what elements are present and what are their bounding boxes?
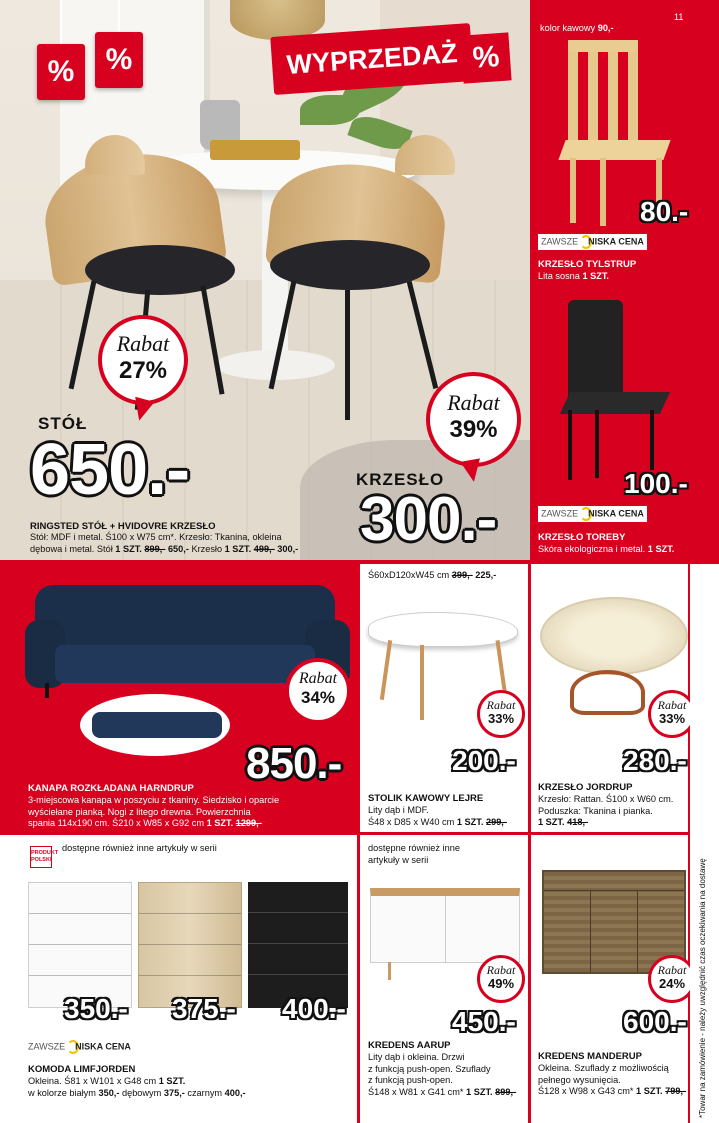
hero-desc-line — [30, 544, 320, 556]
new-price: 650,- — [167, 543, 189, 554]
sofa-seat-image — [55, 645, 315, 683]
drawer-line — [248, 943, 348, 944]
hero-desc-line: Stół: MDF i metal. Ś100 x W75 cm*. Krzesło: Tkanina, okleina — [30, 532, 282, 542]
tylstrup-desc — [538, 271, 609, 283]
zawsze-badge — [538, 234, 647, 250]
old-price: 899,- — [144, 543, 166, 554]
discount-value: 24% — [658, 976, 686, 991]
limfjorden-price-black: 400.- — [282, 993, 346, 1024]
white-dresser-image — [28, 882, 132, 1008]
tylstrup-title: KRZESŁO TYLSTRUP — [538, 259, 637, 270]
new-price: 225,- — [475, 570, 497, 580]
old-price: 418,- — [567, 817, 589, 827]
black-dresser-image — [248, 882, 348, 1008]
chair-price: 300.- — [360, 485, 497, 554]
chair-seat — [85, 245, 235, 295]
aarup-sideboard-image — [370, 888, 520, 963]
text: Lita sosna — [538, 271, 583, 281]
desc-line — [538, 1086, 686, 1098]
desc-line — [28, 818, 328, 830]
table-label: STÓŁ — [38, 414, 88, 433]
text: kolor kawowy — [540, 23, 598, 33]
door-line — [637, 890, 638, 972]
drawer-line — [29, 975, 131, 976]
discount-bubble — [426, 372, 521, 467]
qty: 1 SZT. — [158, 1076, 186, 1086]
chair-label: KRZESŁO — [356, 470, 445, 489]
chair-back-image — [568, 300, 623, 400]
text: czarnym — [184, 1087, 225, 1098]
table-leg-image — [420, 645, 424, 720]
qty: 1 SZT. — [582, 271, 609, 281]
new-price: 300,- — [277, 543, 299, 554]
manderup-title: KREDENS MANDERUP — [538, 1051, 642, 1062]
chair-leg-image — [600, 158, 606, 226]
old-price: 399,- — [451, 570, 473, 580]
qty: 1 SZT. — [466, 1086, 493, 1097]
discount-label: Rabat — [486, 698, 516, 712]
limfjorden-price-white: 350.- — [64, 993, 128, 1024]
desc-line — [28, 1076, 246, 1088]
chair-leg — [345, 290, 350, 420]
qty: 1 SZT. — [115, 543, 142, 554]
text: dębowa i metal. Stół — [30, 543, 116, 554]
discount-bubble — [285, 658, 351, 724]
limfjorden-price-oak: 375.- — [172, 993, 236, 1024]
desc-line: pełnego wysunięcia. — [538, 1074, 621, 1085]
qty: 1 SZT. — [456, 816, 484, 827]
qty: 1 SZT. — [206, 818, 234, 828]
aarup-price: 450.- — [452, 1006, 516, 1037]
discount-label: Rabat — [116, 331, 170, 356]
percent-tag: % — [95, 32, 143, 88]
qty: 1 SZT. — [636, 1086, 663, 1096]
price-text: 375,- — [163, 1087, 185, 1098]
desc-line: 3-miejscowa kanapa w poszyciu z tkaniny. Siedzisko i oparcie — [28, 795, 280, 805]
manderup-desc — [538, 1063, 686, 1098]
papasan-cushion-image — [540, 597, 688, 675]
text: Skóra ekologiczna i metal. — [538, 544, 648, 554]
papasan-base-image — [570, 670, 645, 715]
desc-line: wyściełane pianką. Nogi z litego drewna. Powierzchnia — [28, 806, 251, 817]
sofa-bed-image — [92, 712, 222, 738]
discount-bubble — [648, 690, 696, 738]
desc-line: Okleina. Szuflady z możliwością — [538, 1063, 669, 1073]
drawer-line — [139, 944, 241, 945]
desc-line: Lity dąb i okleina. Drzwi — [368, 1052, 465, 1062]
desc-line — [368, 817, 507, 829]
limfjorden-title: KOMODA LIMFJORDEN — [28, 1064, 136, 1075]
discount-value: 34% — [300, 688, 336, 707]
desc-line: dostępne również inne — [368, 843, 460, 853]
lejre-price: 200.- — [452, 745, 516, 776]
manderup-price: 600.- — [623, 1006, 687, 1037]
text: Ś60xD120xW45 cm — [368, 570, 452, 580]
discount-bubble — [98, 315, 188, 405]
tray — [210, 140, 300, 160]
sofa-leg-image — [45, 683, 49, 698]
price-text: 90,- — [597, 23, 614, 33]
harndrup-price: 850.- — [246, 739, 342, 788]
drawer-line — [544, 890, 684, 891]
drawer-line — [29, 913, 131, 914]
page-number: 11 — [674, 12, 684, 22]
sideboard-leg-image — [388, 962, 391, 980]
oak-dresser-image — [138, 882, 242, 1008]
zawsze-badge — [538, 506, 647, 522]
drawer-line — [248, 974, 348, 975]
toreby-title: KRZESŁO TOREBY — [538, 532, 626, 543]
desc-line: Poduszka: Tkanina i pianka. — [538, 805, 653, 816]
desc-line: z funkcją push-open. — [368, 1075, 453, 1085]
discount-label: Rabat — [447, 390, 500, 415]
desc-line: z funkcją push-open. Szuflady — [368, 1063, 491, 1074]
old-price: 499,- — [253, 543, 275, 554]
text: Ś48 x D85 x W40 cm — [368, 816, 457, 827]
qty: 1 SZT. — [224, 543, 252, 554]
tylstrup-price: 80.- — [640, 196, 689, 227]
discount-value: 49% — [487, 976, 515, 991]
discount-value: 33% — [658, 711, 686, 726]
aarup-series-note — [368, 843, 460, 866]
lejre-title: STOLIK KAWOWY LEJRE — [368, 793, 484, 804]
drawer-line — [248, 912, 348, 913]
limfjorden-desc — [28, 1076, 246, 1099]
old-price: 799,- — [665, 1086, 687, 1096]
bubble-tail — [460, 458, 484, 483]
desc-line — [538, 817, 673, 829]
discount-label: Rabat — [486, 963, 516, 977]
chair-leg-image — [595, 410, 599, 478]
toreby-desc — [538, 544, 674, 556]
text: spania 114x190 cm. Ś210 x W85 x G92 cm — [28, 818, 207, 828]
old-price: 1299,- — [235, 818, 262, 828]
price-text: 400,- — [224, 1087, 246, 1098]
discount-value: 27% — [118, 357, 168, 384]
tylstrup-top-note — [540, 23, 614, 35]
chair-leg-image — [568, 410, 572, 480]
zawsze-word: ZAWSZE — [28, 1041, 66, 1052]
sale-banner: WYPRZEDAŻ — [270, 23, 474, 95]
discount-value: 39% — [449, 416, 498, 443]
qty: 1 SZT. — [538, 817, 565, 827]
aarup-desc — [368, 1052, 516, 1098]
toreby-price: 100.- — [624, 468, 688, 499]
discount-bubble — [477, 955, 525, 1003]
chair-leg-image — [650, 410, 654, 470]
desc-line: Krzesło: Rattan. Ś100 x W60 cm. — [538, 794, 674, 804]
text: Ś128 x W98 x G43 cm* — [538, 1086, 637, 1096]
harndrup-desc — [28, 795, 328, 830]
zawsze-word: ZAWSZE — [541, 508, 579, 519]
zawsze-word: NISKA CENA — [75, 1041, 131, 1052]
table-price: 650.- — [30, 430, 190, 510]
jordrup-title: KRZESŁO JORDRUP — [538, 782, 633, 793]
zawsze-word: NISKA CENA — [588, 236, 644, 247]
door-line — [445, 896, 446, 963]
hero-desc — [30, 532, 320, 555]
harndrup-title: KANAPA ROZKŁADANA HARNDRUP — [28, 783, 194, 794]
zawsze-word: NISKA CENA — [588, 508, 644, 519]
desc-line: artykuły w serii — [368, 854, 429, 865]
tag-string — [60, 0, 62, 50]
desc-line — [368, 1087, 516, 1099]
jordrup-desc — [538, 794, 673, 829]
text: w kolorze białym — [28, 1087, 99, 1098]
discount-value: 33% — [487, 711, 515, 726]
limfjorden-series-note: dostępne również inne artykuły w serii — [62, 843, 217, 853]
drawer-line — [139, 913, 241, 914]
chair-leg-image — [570, 158, 576, 223]
lejre-desc — [368, 805, 507, 828]
text: dębowym — [119, 1087, 164, 1098]
discount-label: Rabat — [657, 963, 687, 977]
aarup-title: KREDENS AARUP — [368, 1040, 451, 1051]
text: Ś148 x W81 x G41 cm* — [368, 1086, 467, 1097]
chair-seat-image — [558, 140, 670, 160]
lejre-top-note — [368, 570, 496, 582]
zawsze-word: ZAWSZE — [541, 236, 579, 247]
discount-bubble — [477, 690, 525, 738]
qty: 1 SZT. — [647, 544, 675, 554]
desc-line — [28, 1088, 246, 1100]
tag-string — [118, 0, 120, 36]
door-line — [590, 890, 591, 972]
discount-label: Rabat — [657, 698, 687, 712]
drawer-line — [29, 944, 131, 945]
percent-tag: % — [37, 44, 85, 100]
old-price: 899,- — [495, 1086, 517, 1097]
discount-bubble — [648, 955, 696, 1003]
jordrup-price: 280.- — [623, 745, 687, 776]
produkt-polski-badge: PRODUKT POLSKI — [30, 846, 52, 868]
old-price: 299,- — [485, 816, 507, 827]
desc-line: Lity dąb i MDF. — [368, 805, 429, 815]
delivery-side-note: *Towar na zamówienie - należy uwzględnić czas oczekiwania na dostawę — [698, 858, 707, 1118]
percent-tag: % — [460, 32, 511, 83]
price-text: 350,- — [98, 1087, 120, 1098]
zawsze-badge — [28, 1040, 131, 1054]
drawer-line — [139, 975, 241, 976]
text: Okleina. Ś81 x W101 x G48 cm — [28, 1076, 159, 1086]
discount-label: Rabat — [298, 670, 338, 687]
hero-title: RINGSTED STÓŁ + HVIDOVRE KRZESŁO — [30, 521, 216, 532]
text: Krzesło — [188, 543, 225, 554]
